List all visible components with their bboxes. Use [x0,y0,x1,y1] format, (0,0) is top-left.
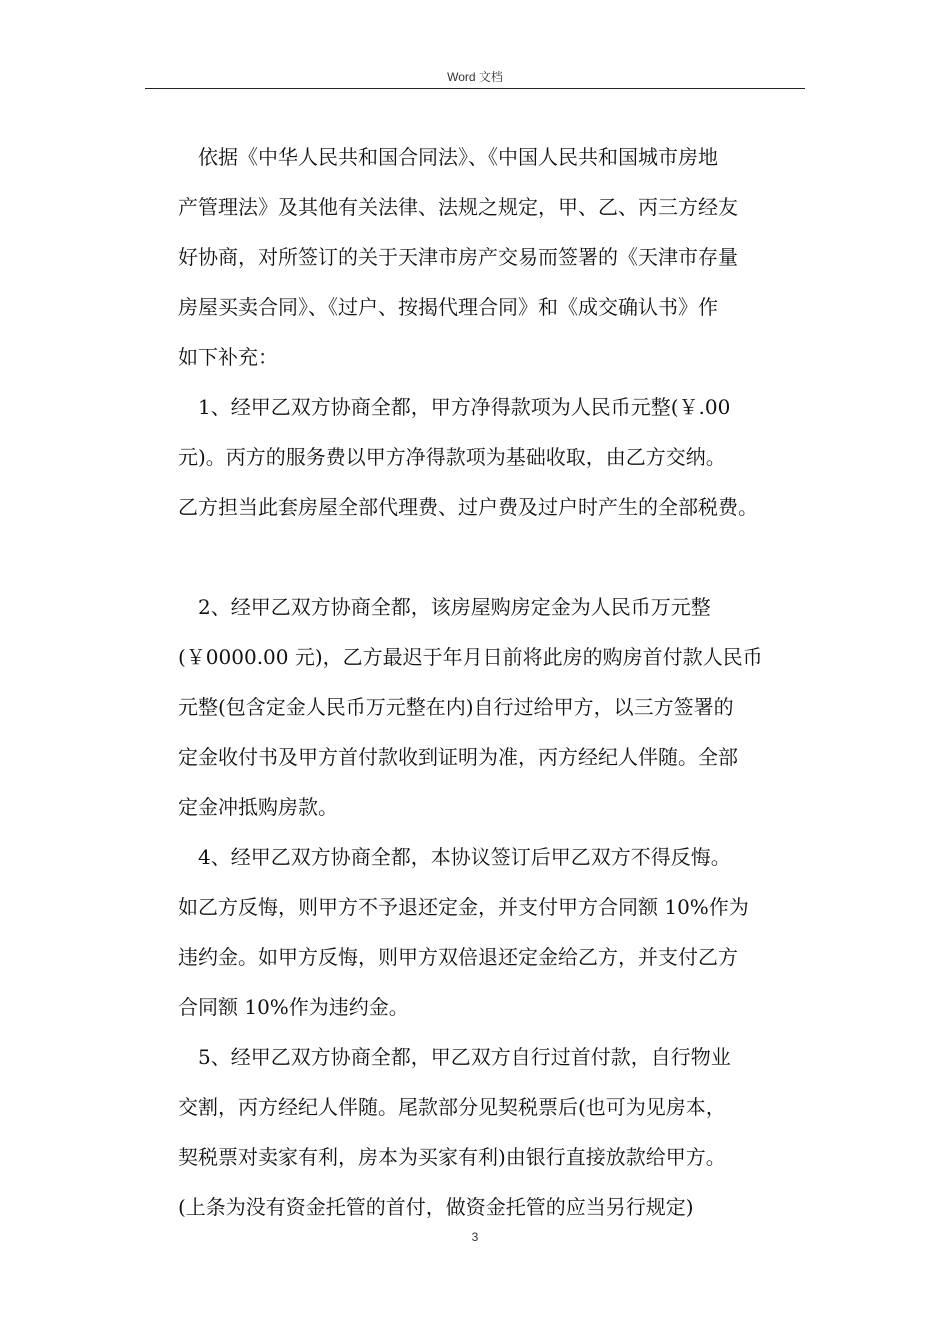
text-line: 好协商，对所签订的关于天津市房产交易而签署的《天津市存量 [178,245,738,269]
text-line: 契税票对卖家有利，房本为买家有利)由银行直接放款给甲方。 [178,1145,726,1169]
text-line: 2、经甲乙双方协商全都，该房屋购房定金为人民币万元整 [178,595,711,619]
text-line: 房屋买卖合同》、《过户、按揭代理合同》和《成交确认书》作 [178,295,718,319]
text-line: 产管理法》及其他有关法律、法规之规定，甲、乙、丙三方经友 [178,195,738,219]
text-line: 乙方担当此套房屋全部代理费、过户费及过户时产生的全部税费。 [178,495,758,519]
blank-line [178,532,818,582]
page-header-title: Word 文档 [447,70,503,84]
text-line: 交割，丙方经纪人伴随。尾款部分见契税票后(也可为见房本， [178,1095,726,1119]
text-line: 违约金。如甲方反悔，则甲方双倍退还定金给乙方，并支付乙方 [178,945,738,969]
text-line: 定金冲抵购房款。 [178,795,338,819]
text-line: 依据《中华人民共和国合同法》、《中国人民共和国城市房地 [178,145,718,169]
text-line: 元)。丙方的服务费以甲方净得款项为基础收取，由乙方交纳。 [178,445,726,469]
text-line: (￥0000.00 元)，乙方最迟于年月日前将此房的购房首付款人民币 [178,645,763,669]
text-line: 合同额 10%作为违约金。 [178,995,409,1019]
page-number: 3 [471,1230,479,1244]
text-line: 元整(包含定金人民币万元整在内)自行过给甲方，以三方签署的 [178,695,734,719]
text-line: 1、经甲乙双方协商全都，甲方净得款项为人民币元整(￥.00 [178,395,731,419]
text-line: 4、经甲乙双方协商全都，本协议签订后甲乙双方不得反悔。 [178,845,731,869]
text-line: 5、经甲乙双方协商全都，甲乙双方自行过首付款，自行物业 [178,1045,731,1069]
document-body [178,132,818,1232]
header-divider [145,88,805,89]
text-line: 定金收付书及甲方首付款收到证明为准，丙方经纪人伴随。全部 [178,745,738,769]
text-line: 如乙方反悔，则甲方不予退还定金，并支付甲方合同额 10%作为 [178,895,749,919]
text-line: (上条为没有资金托管的首付，做资金托管的应当另行规定) [178,1195,694,1219]
text-line: 如下补充： [178,345,278,369]
